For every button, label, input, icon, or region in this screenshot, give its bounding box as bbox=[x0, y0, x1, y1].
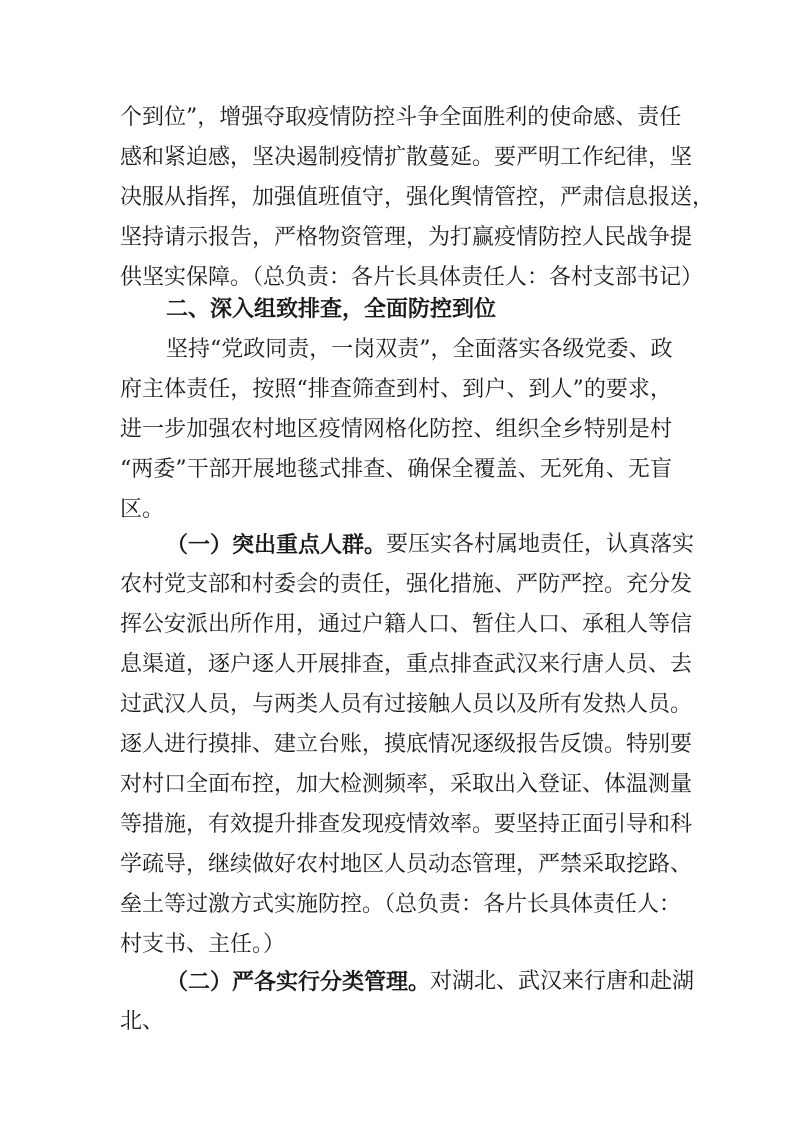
item1-label: （一）突出重点人群。 bbox=[166, 532, 387, 558]
intro-line-1: 个到位”，增强夺取疫情防控斗争全面胜利的使命感、责任 bbox=[120, 105, 682, 130]
section2-line-3: 进一步加强农村地区疫情网格化防控、组织全乡特别是村 bbox=[120, 417, 672, 442]
section2-line-1: 坚持“党政同责，一岗双责”，全面落实各级党委、政 bbox=[166, 337, 673, 362]
item1-line-9: 垒土等过激方式实施防控。（总负责：各片长具体责任人： bbox=[120, 892, 682, 917]
intro-line-2: 感和紧迫感，坚决遏制疫情扩散蔓延。要严明工作纪律，坚 bbox=[120, 145, 693, 170]
item1-line-10: 村支书、主任。） bbox=[120, 932, 286, 957]
intro-line-4: 坚持请示报告，严格物资管理，为打赢疫情防控人民战争提 bbox=[120, 225, 693, 250]
item1-line-2: 挥公安派出所作用，通过户籍人口、暂住人口、承租人等信 bbox=[120, 612, 693, 637]
item1-line-3: 息渠道，逐户逐人开展排查，重点排查武汉来行唐人员、去 bbox=[120, 652, 693, 677]
item1-line-4: 过武汉人员，与两类人员有过接触人员以及所有发热人员。 bbox=[120, 692, 693, 717]
section2-line-2: 府主体责任，按照“排查筛查到村、到户、到人”的要求， bbox=[120, 377, 672, 402]
section2-line-4: “两委”干部开展地毯式排查、确保全覆盖、无死角、无盲 bbox=[120, 457, 672, 482]
item2-label: （二）严各实行分类管理。 bbox=[166, 969, 431, 995]
item2-line-1: 北、 bbox=[120, 1009, 165, 1034]
section2-line-5: 区。 bbox=[120, 497, 165, 522]
item1-line-6: 对村口全面布控，加大检测频率，采取出入登证、体温测量 bbox=[120, 772, 693, 797]
intro-line-3: 决服从指挥，加强值班值守，强化舆情管控，严肃信息报送， bbox=[120, 185, 715, 210]
item2-first-line bbox=[166, 962, 695, 1002]
item1-line-7: 等措施，有效提升排查发现疫情效率。要坚持正面引导和科 bbox=[120, 812, 693, 837]
section-2-heading: 二、深入组致排查，全面防控到位 bbox=[166, 297, 497, 322]
intro-line-5: 供坚实保障。（总负责：各片长具体责任人：各村支部书记） bbox=[120, 265, 704, 290]
item2-first-rest: 对湖北、武汉来行唐和赴湖 bbox=[430, 969, 695, 994]
item1-line-1: 农村党支部和村委会的责任，强化措施、严防严控。充分发 bbox=[120, 572, 693, 597]
item1-first-rest: 要压实各村属地责任，认真落实 bbox=[386, 532, 695, 557]
item1-line-8: 学疏导，继续做好农村地区人员动态管理，严禁采取挖路、 bbox=[120, 852, 693, 877]
item1-line-5: 逐人进行摸排、建立台账，摸底情况逐级报告反馈。特别要 bbox=[120, 732, 693, 757]
item1-first-line bbox=[166, 525, 695, 565]
